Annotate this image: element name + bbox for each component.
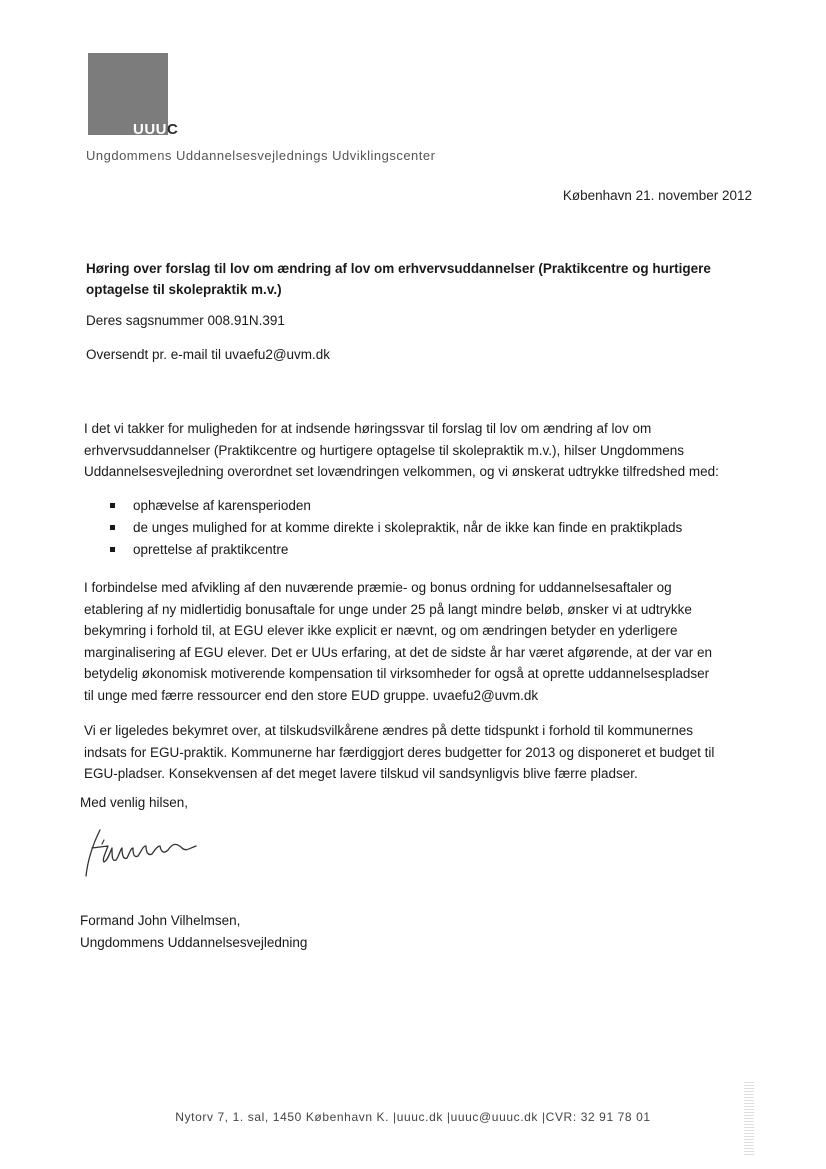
sent-via: Oversendt pr. e-mail til uvaefu2@uvm.dk xyxy=(86,347,331,362)
subject-line: Høring over forslag til lov om ændring af lov om erhvervsuddannelser (Praktikcentre og hurtigere xyxy=(86,261,711,276)
subject-line: optagelse til skolepraktik m.v.) xyxy=(86,282,282,297)
paragraph-line: etablering af ny midlertidig bonusaftale for unge under 25 på langt mindre beløb, ønsker vi at udtrykke xyxy=(84,601,692,617)
case-number: Deres sagsnummer 008.91N.391 xyxy=(86,313,285,328)
paragraph-line: I forbindelse med afvikling af den nuværende præmie- og bonus ordning for uddannelsesaftaler og xyxy=(84,580,672,595)
paragraph-line: marginalisering af EGU elever. Det er UUs erfaring, at det de sidste år har været afgørende, at der var en xyxy=(84,644,713,660)
signature-image xyxy=(78,822,208,882)
scan-artifact xyxy=(744,1082,754,1157)
signatory-name: Formand John Vilhelmsen, xyxy=(80,913,241,928)
logo-text-c: C xyxy=(167,121,179,138)
paragraph-line: I det vi takker for muligheden for at indsende høringssvar til forslag til lov om ændring af lov om xyxy=(84,421,652,436)
bullet-item: de unges mulighed for at komme direkte i skolepraktik, når de ikke kan finde en praktikplads xyxy=(110,517,682,539)
bullet-list xyxy=(110,495,682,561)
paragraph-line: til unge med færre ressourcer end den store EUD gruppe. uvaefu2@uvm.dk xyxy=(84,687,539,703)
letter-date: København 21. november 2012 xyxy=(562,188,752,203)
organization-name: Ungdommens Uddannelsesvejlednings Udviklingscenter xyxy=(86,148,436,163)
closing-greeting: Med venlig hilsen, xyxy=(80,795,189,810)
paragraph-line: Vi er ligeledes bekymret over, at tilskudsvilkårene ændres på dette tidspunkt i forhold til kommunernes xyxy=(84,723,694,738)
paragraph-egu xyxy=(84,720,764,785)
paragraph-line: bekymring i forhold til, at EGU elever ikke explicit er nævnt, og om ændringen betyder en yderligere xyxy=(84,623,678,638)
paragraph-concern xyxy=(84,577,764,706)
paragraph-line: EGU-pladser. Konsekvensen af det meget lavere tilskud vil sandsynligvis blive færre pladser. xyxy=(84,766,638,781)
paragraph-intro xyxy=(84,418,764,483)
paragraph-line: indsats for EGU-praktik. Kommunerne har færdiggjort deres budgetter for 2013 og disponeret et budget til xyxy=(84,744,715,760)
logo-text xyxy=(133,121,178,139)
paragraph-line: erhvervsuddannelser (Praktikcentre og hurtigere optagelse til skolepraktik m.v.), hilser Ungdommens xyxy=(84,442,685,458)
footer-contact: Nytorv 7, 1. sal, 1450 København K. |uuuc.dk |uuuc@uuuc.dk |CVR: 32 91 78 01 xyxy=(175,1110,651,1124)
signatory-organization: Ungdommens Uddannelsesvejledning xyxy=(80,935,308,950)
logo-text-uuu: UUU xyxy=(133,121,167,138)
bullet-item: ophævelse af karensperioden xyxy=(110,495,682,517)
letter-subject xyxy=(86,258,746,300)
paragraph-line: Uddannelsesvejledning overordnet set lovændringen velkommen, og vi ønskerat udtrykke tilfredshed med: xyxy=(84,464,719,479)
paragraph-line: betydelig økonomisk motiverende kompensation til virksomheder for også at oprette uddannelsespladser xyxy=(84,666,710,681)
bullet-item: oprettelse af praktikcentre xyxy=(110,539,682,561)
